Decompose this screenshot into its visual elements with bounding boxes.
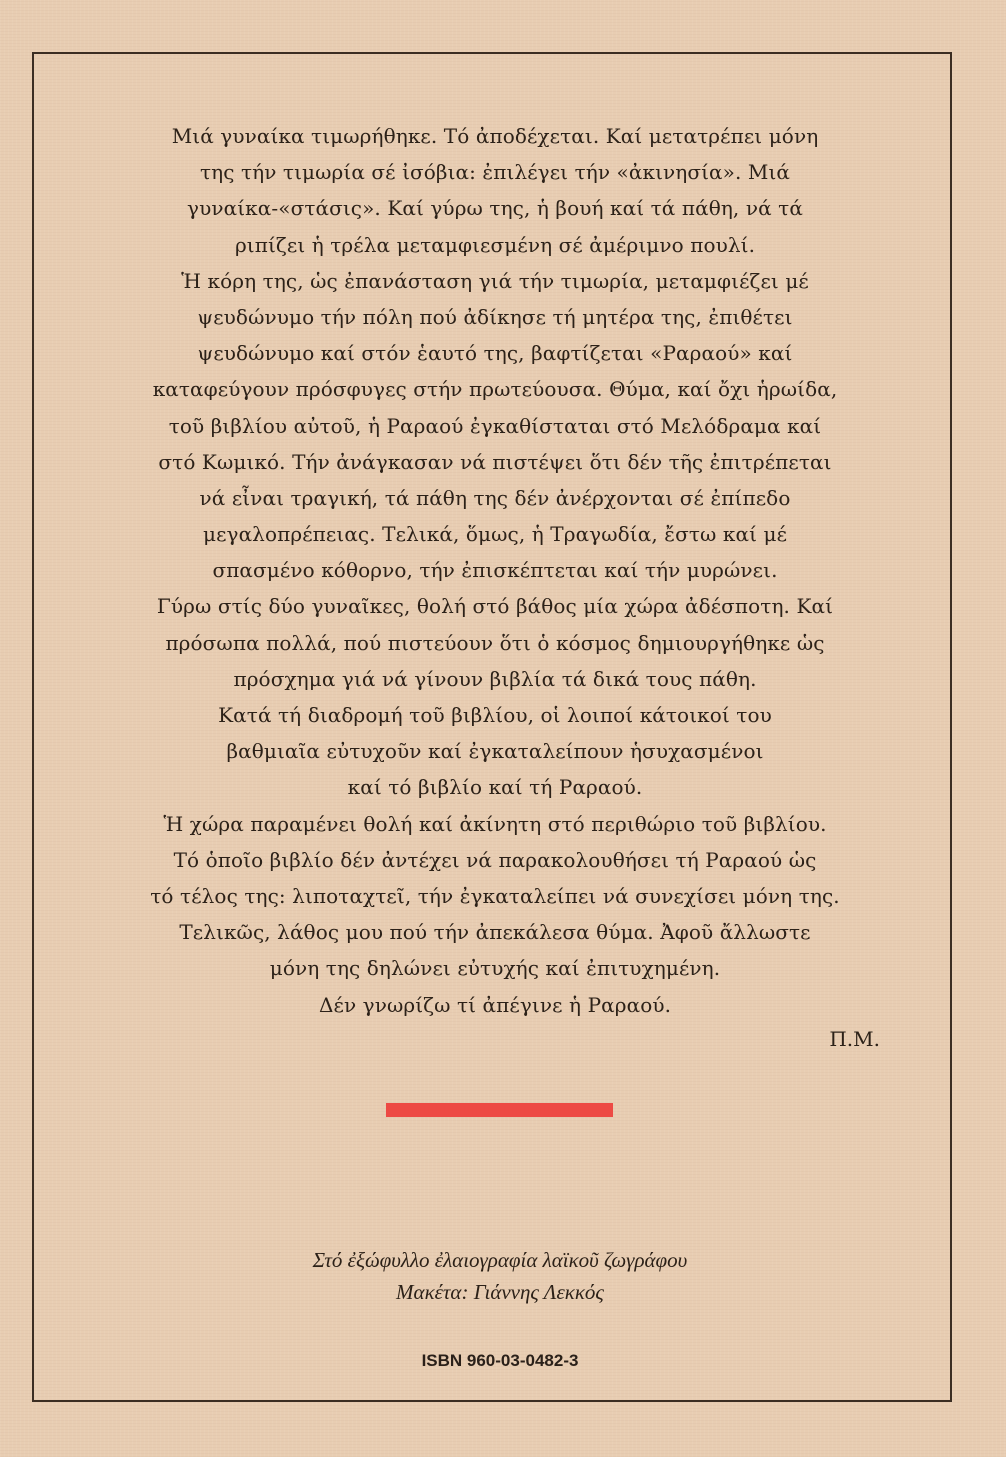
- blurb-line: Ἡ κόρη της, ὡς ἐπανάσταση γιά τήν τιμωρία, μεταμφιέζει μέ: [181, 268, 809, 293]
- blurb-text: [100, 118, 890, 1023]
- blurb-line: Τό ὁποῖο βιβλίο δέν ἀντέχει νά παρακολουθήσει τή Ραραού ὡς: [173, 847, 817, 872]
- blurb-line: ψευδώνυμο τήν πόλη πού ἀδίκησε τή μητέρα της, ἐπιθέτει: [197, 304, 793, 329]
- blurb-line: Ἡ χώρα παραμένει θολή καί ἀκίνητη στό περιθώριο τοῦ βιβλίου.: [163, 811, 827, 836]
- blurb-line: μεγαλοπρέπειας. Τελικά, ὅμως, ἡ Τραγωδία, ἔστω καί μέ: [202, 522, 788, 547]
- blurb-line: καταφεύγουν πρόσφυγες στήν πρωτεύουσα. Θύμα, καί ὄχι ἡρωίδα,: [152, 377, 838, 402]
- blurb-line: σπασμένο κόθορνο, τήν ἐπισκέπτεται καί τήν μυρώνει.: [212, 558, 778, 583]
- blurb-line: Μιά γυναίκα τιμωρήθηκε. Τό ἀποδέχεται. Καί μετατρέπει μόνη: [171, 124, 819, 148]
- cover-art-credit: Στό ἐξώφυλλο ἐλαιογραφία λαϊκοῦ ζωγράφου: [312, 1248, 688, 1272]
- blurb-line: Γύρω στίς δύο γυναῖκες, θολή στό βάθος μία χώρα ἀδέσποτη. Καί: [156, 594, 834, 619]
- blurb-line: της τήν τιμωρία σέ ἰσόβια: ἐπιλέγει τήν «ἀκινησία». Μιά: [199, 160, 791, 185]
- blurb-line: στό Κωμικό. Τήν ἀνάγκασαν νά πιστέψει ὅτι δέν τῆς ἐπιτρέπεται: [158, 449, 832, 474]
- blurb-line: Δέν γνωρίζω τί ἀπέγινε ἡ Ραραού.: [318, 992, 672, 1017]
- blurb-line: γυναίκα-«στάσις». Καί γύρω της, ἡ βουή καί τά πάθη, νά τά: [187, 196, 803, 221]
- blurb-line: ριπίζει ἡ τρέλα μεταμφιεσμένη σέ ἀμέριμνο πουλί.: [234, 232, 756, 257]
- blurb-line: πρόσχημα γιά νά γίνουν βιβλία τά δικά τους πάθη.: [233, 666, 757, 691]
- blurb-line: τό τέλος της: λιποταχτεῖ, τήν ἐγκαταλείπει νά συνεχίσει μόνη της.: [150, 883, 840, 908]
- blurb-line: Κατά τή διαδρομή τοῦ βιβλίου, οἱ λοιποί κάτοικοί του: [218, 703, 772, 727]
- blurb-line: νά εἶναι τραγική, τά πάθη της δέν ἀνέρχονται σέ ἐπίπεδο: [199, 485, 791, 510]
- layout-credit: Μακέτα: Γιάννης Λεκκός: [396, 1280, 604, 1304]
- blurb-line: Τελικῶς, λάθος μου πού τήν ἀπεκάλεσα θύμα. Ἀφοῦ ἄλλωστε: [179, 920, 811, 945]
- cover-credits: [150, 1244, 850, 1308]
- blurb-line: καί τό βιβλίο καί τή Ραραού.: [347, 775, 643, 800]
- blurb-line: μόνη της δηλώνει εὐτυχής καί ἐπιτυχημένη.: [269, 956, 721, 981]
- blurb-line: ψευδώνυμο καί στόν ἑαυτό της, βαφτίζεται «Ραραού» καί: [197, 341, 793, 366]
- isbn-number: ISBN 960-03-0482-3: [421, 1351, 579, 1370]
- red-divider-bar: [386, 1103, 613, 1117]
- blurb-line: πρόσωπα πολλά, πού πιστεύουν ὅτι ὁ κόσμος δημιουργήθηκε ὡς: [165, 630, 825, 655]
- blurb-line: βαθμιαῖα εὐτυχοῦν καί ἐγκαταλείπουν ἡσυχασμένοι: [226, 739, 764, 764]
- author-initials: Π.Μ.: [829, 1027, 880, 1051]
- blurb-line: τοῦ βιβλίου αὐτοῦ, ἡ Ραραού ἐγκαθίσταται στό Μελόδραμα καί: [168, 413, 822, 438]
